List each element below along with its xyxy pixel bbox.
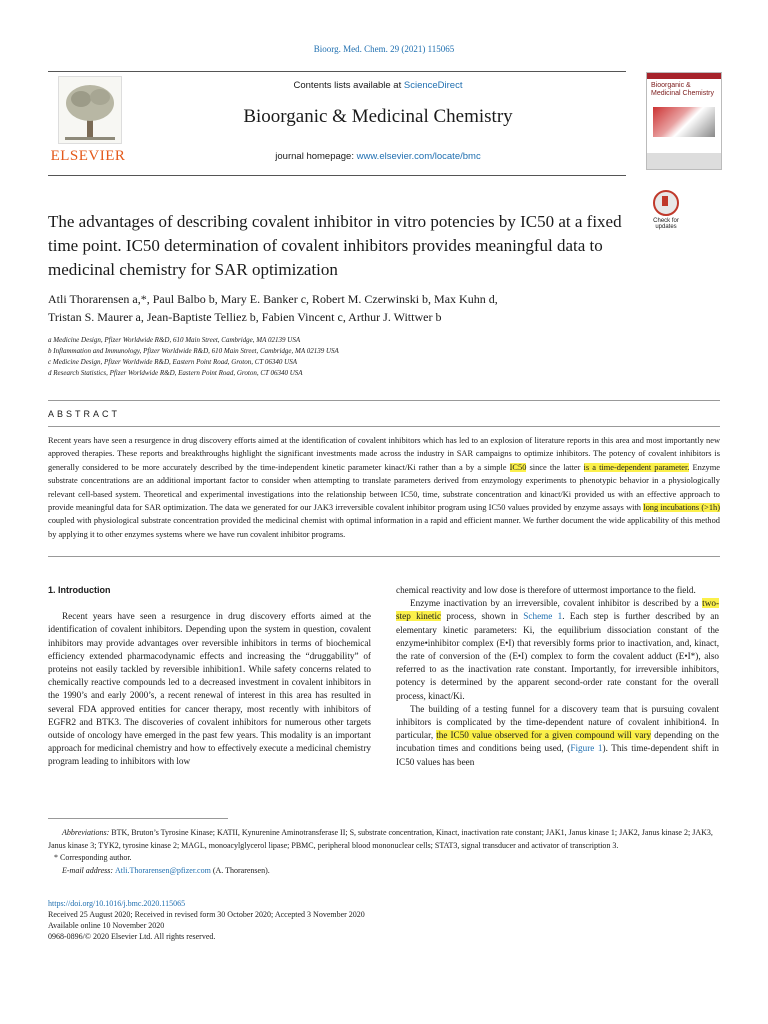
intro-paragraph-3 — [396, 703, 719, 769]
body-right-column — [396, 584, 719, 769]
publisher-wordmark: ELSEVIER — [50, 148, 126, 164]
author-list — [48, 290, 638, 326]
text-segment: process, shown in — [441, 611, 524, 622]
affiliation-a: a Medicine Design, Pfizer Worldwide R&D, 610 Main Street, Cambridge, MA 02139 USA — [48, 336, 301, 344]
header-top-rule — [48, 71, 626, 72]
abbreviations-text: BTK, Bruton’s Tyrosine Kinase; KATII, Kynurenine Aminotransferase II; S, substrate concentration, Kinact, inactivation rate constant; JAK1, Janus kinase 1; JAK2, Janus kinase 2; JAK3, Janus kinase 3; TYK2, tyrosine kinase 2; MAGL, monoacylglycerol lipase; PBMC, peripheral blood mononuclear cells; STAT3, signal transducer and activator of transcription 3. — [48, 828, 713, 850]
email-label: E-mail address: — [62, 865, 116, 875]
text-segment: depending on the incubation times and conditions being used, ( — [396, 730, 719, 754]
cover-footer — [647, 153, 721, 169]
affiliations — [48, 335, 648, 379]
highlight-long-incubations[interactable]: long incubations (>1h) — [643, 503, 721, 513]
abstract-segment: Recent years have seen a resurgence in drug discovery efforts aimed at the identification of covalent inhibitors which has led to an explosion of literature reports in this area and most importantly new approved therapies. These reports and breakthroughs highlight the significant investments made across the industry in SAR campaigns to optimize inhibitors. The potency of covalent inhibitors is generally considered to be more accurately described by the time-independent kinetic parameter kinact/Ki rather than a by a simple — [48, 436, 720, 472]
abstract-heading: ABSTRACT — [48, 409, 121, 419]
header-bottom-rule — [48, 175, 626, 176]
body-left-column — [48, 584, 371, 769]
contents-line — [130, 80, 626, 91]
authors-line-2: Tristan S. Maurer a, Jean-Baptiste Telliez b, Fabien Vincent c, Arthur J. Wittwer b — [48, 310, 442, 324]
abstract-segment: coupled with physiological substrate concentration provided the medicinal chemist with optimal information in a rapid and efficient manner. We further document the wide applicability of this method by applying it to other enzymes systems where we have run covalent inhibitor programs. — [48, 516, 720, 539]
journal-title: Bioorganic & Medicinal Chemistry — [243, 106, 513, 127]
email-suffix: (A. Thorarensen). — [210, 865, 270, 875]
intro-paragraph-1: Recent years have seen a resurgence in drug discovery efforts aimed at the identification of covalent inhibitors. Depending upon the system in question, covalent inhibitors may provide advantages over reversible inhibitors in terms of biochemical efficiency extended pharmacodynamic effects and increasing the “druggability” of proteins not easily tackled by reversible inhibition1. While safety concerns related to chemically reactive compounds led to a decreased investment in covalent inhibitors in the 1990’s and early 2000’s, a recent renewal of interest in this area has resulted in several FDA approved entities for cancer therapy, most recently with inhibitors of EGFR2 and BTK3. The discoveries of covalent inhibitors for numerous other targets outside of oncology have emerged in the past few years. This modality is an important approach for medicinal chemistry and how to effectively execute a medicinal chemistry program leading to inhibitors with low — [48, 611, 371, 767]
journal-cover-thumbnail[interactable] — [646, 72, 722, 170]
abstract-heading-rule — [48, 426, 720, 427]
cover-artwork — [653, 107, 715, 137]
homepage-prefix: journal homepage: — [275, 151, 357, 162]
doi-link[interactable]: https://doi.org/10.1016/j.bmc.2020.115065 — [48, 899, 186, 908]
journal-homepage-link[interactable]: www.elsevier.com/locate/bmc — [356, 151, 481, 162]
crossmark-icon — [653, 190, 679, 216]
received-dates: Received 25 August 2020; Received in revised form 30 October 2020; Accepted 3 November 2020 — [48, 910, 365, 919]
section-heading-introduction: 1. Introduction — [48, 585, 111, 595]
abbreviations-label: Abbreviations: — [62, 828, 110, 837]
tree-icon — [58, 76, 122, 144]
abstract-segment: since the latter — [526, 462, 584, 472]
affiliation-c: c Medicine Design, Pfizer Worldwide R&D, Eastern Point Road, Groton, CT 06340 USA — [48, 358, 298, 366]
highlight-ic50[interactable]: IC50 — [509, 462, 527, 472]
abstract-text — [48, 434, 720, 541]
abstract-top-rule — [48, 400, 720, 401]
sciencedirect-link[interactable]: ScienceDirect — [403, 80, 463, 91]
publisher-logo[interactable] — [48, 76, 128, 168]
crossmark-label: Check for updates — [653, 218, 679, 230]
affiliation-d: d Research Statistics, Pfizer Worldwide R&D, Eastern Point Road, Groton, CT 06340 USA — [48, 369, 303, 377]
text-segment: . Each step is further described by an elementary kinetic parameters: Ki, the equilibrium dissociation constant of the enzyme•inhibitor complex (E•I) that reversibly forms prior to inactivation, and, kinact, the rate of conversion of the (E•I) complex to form the covalent adduct (E•I*), also referred to as the inactivation rate constant. Importantly, for irreversible inhibitors, potency is determined by the apparent second-order rate constant for the overall process, kinact/Ki. — [396, 611, 719, 701]
affiliation-b: b Inflammation and Immunology, Pfizer Worldwide R&D, 610 Main Street, Cambridge, MA 02139 USA — [48, 347, 339, 355]
highlight-two-step-kinetic[interactable]: two-step kinetic — [396, 598, 719, 622]
author-email-link[interactable]: Atli.Thorarensen@pfizer.com — [115, 865, 211, 875]
journal-citation[interactable]: Bioorg. Med. Chem. 29 (2021) 115065 — [313, 44, 455, 54]
corresponding-author-note: * Corresponding author. — [54, 853, 132, 862]
authors-line-1: Atli Thorarensen a,*, Paul Balbo b, Mary E. Banker c, Robert M. Czerwinski b, Max Kuhn d, — [48, 292, 498, 306]
figure-1-link[interactable]: Figure 1 — [570, 743, 603, 754]
highlight-time-dependent[interactable]: is a time-dependent parameter. — [583, 462, 690, 472]
intro-paragraph-2 — [396, 597, 719, 703]
text-segment: The building of a testing funnel for a discovery team that is pursuing covalent inhibitors is complicated by the time-dependent nature of covalent inhibition4. In particular, — [396, 703, 719, 741]
email-line — [48, 865, 720, 878]
text-segment: Enzyme inactivation by an irreversible, covalent inhibitor is described by a — [410, 598, 703, 609]
intro-paragraph-continued: chemical reactivity and low dose is therefore of uttermost importance to the field. — [396, 585, 696, 595]
text-segment: ). This time-dependent shift in IC50 values has been — [396, 743, 719, 767]
cover-banner — [647, 73, 721, 79]
available-online: Available online 10 November 2020 — [48, 921, 165, 930]
contents-prefix: Contents lists available at — [293, 80, 404, 91]
article-title: The advantages of describing covalent inhibitor in vitro potencies by IC50 at a fixed time point. IC50 determination of covalent inhibitors provides meaningful data to medicinal chemistry for SAR optimization — [48, 212, 622, 279]
abbreviations-footnote — [48, 827, 720, 852]
highlight-ic50-vary[interactable]: the IC50 value observed for a given compound will vary — [436, 730, 652, 741]
copyright-line: 0968-0896/© 2020 Elsevier Ltd. All rights reserved. — [48, 932, 216, 941]
cover-title: Bioorganic & Medicinal Chemistry — [651, 82, 715, 97]
abstract-bottom-rule — [48, 556, 720, 557]
publication-info — [48, 898, 648, 942]
abstract-segment: Enzyme substrate concentrations are an additional important factor to consider when attempting to translate parameters derived from enzymology experiments to phenotypic behavior in a physiologically relevant cell-based system. Theoretical and experimental investigations into the relationship between IC50, time, substrate concentration and kinact/Ki provided us with an effective approach to provide meaningful data for SAR optimization. The data we generated for our JAK3 irreversible covalent inhibitor program using IC50 values provided by enzyme assays with — [48, 462, 720, 513]
footnote-rule — [48, 818, 228, 819]
homepage-line — [130, 151, 626, 162]
scheme-1-link[interactable]: Scheme 1 — [523, 611, 563, 622]
crossmark-button[interactable] — [646, 190, 686, 234]
footnotes — [48, 827, 720, 877]
